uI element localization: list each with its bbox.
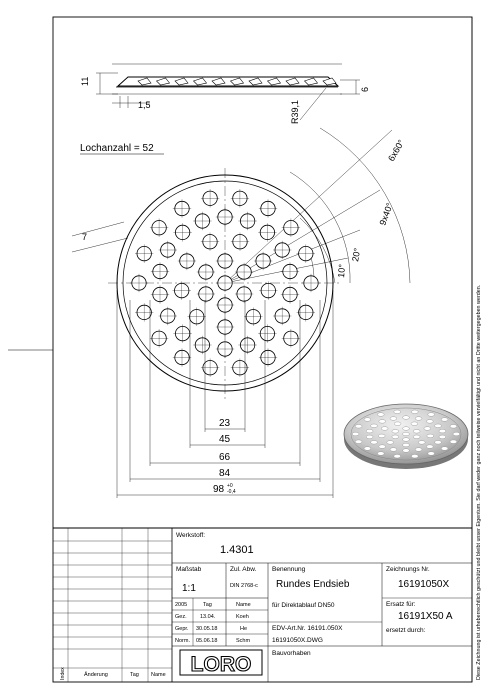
benennung-label: Benennung bbox=[272, 566, 306, 573]
aenderung-label: Änderung bbox=[84, 672, 108, 678]
render-hole bbox=[426, 420, 433, 424]
edv-art-nr: EDV-Art.Nr. 16191.050X bbox=[272, 625, 343, 632]
render-hole bbox=[394, 410, 401, 414]
massstab-label: Maßstab bbox=[176, 566, 202, 573]
render-hole bbox=[366, 435, 373, 439]
render-hole bbox=[403, 432, 410, 436]
dim-angle-6x60: 6x60° bbox=[386, 137, 407, 163]
dim-side-11: 11 bbox=[80, 76, 90, 86]
rev-name-label: Name bbox=[151, 672, 166, 678]
side-slot bbox=[305, 78, 318, 85]
render-hole bbox=[364, 418, 371, 422]
gez-name: Koeh bbox=[236, 614, 249, 620]
render-hole bbox=[390, 417, 397, 421]
side-slot bbox=[175, 78, 188, 85]
render-hole bbox=[415, 448, 422, 452]
dim-84: 84 bbox=[219, 468, 231, 479]
side-slot bbox=[194, 78, 207, 85]
render-hole bbox=[394, 454, 401, 458]
norm-label: Norm. bbox=[175, 638, 190, 644]
gepr-name: He bbox=[240, 626, 248, 632]
side-slot bbox=[138, 78, 151, 85]
dim-radius-r39-1: R39,1 bbox=[290, 99, 300, 124]
render-hole bbox=[453, 432, 460, 436]
ersatz-fuer-label: Ersatz für: bbox=[386, 601, 416, 608]
render-hole bbox=[435, 441, 442, 445]
dim-angle-9x40: 9x40° bbox=[377, 201, 395, 227]
werkstoff-label: Werkstoff: bbox=[176, 532, 206, 539]
render-hole bbox=[439, 429, 446, 433]
render-hole bbox=[411, 410, 418, 414]
gepr-label: Gepr. bbox=[175, 626, 189, 632]
render-hole bbox=[403, 416, 410, 420]
bauvorhaben-label: Bauvorhaben bbox=[272, 650, 311, 657]
render-hole bbox=[378, 434, 385, 438]
render-hole bbox=[394, 422, 401, 426]
year: 2005 bbox=[175, 602, 188, 608]
render-hole bbox=[413, 430, 420, 434]
render-hole bbox=[355, 440, 362, 444]
render-hole bbox=[392, 435, 399, 439]
zul-abw-label: Zul. Abw. bbox=[230, 566, 257, 573]
render-hole bbox=[381, 427, 388, 431]
render-hole bbox=[428, 452, 435, 456]
render-hole bbox=[435, 424, 442, 428]
render-hole bbox=[411, 454, 418, 458]
render-hole bbox=[371, 424, 378, 428]
render-hole bbox=[364, 447, 371, 451]
render-hole bbox=[441, 418, 448, 422]
benennung-sub: für Direktablauf DN50 bbox=[272, 602, 335, 609]
dim-angle-20: 20° bbox=[350, 247, 363, 263]
dim-98: 98 bbox=[213, 484, 225, 495]
plan-view bbox=[72, 128, 410, 400]
loro-logo-text: LORO bbox=[190, 653, 252, 676]
side-slot bbox=[268, 78, 281, 85]
render-hole bbox=[403, 438, 410, 442]
render-hole bbox=[366, 429, 373, 433]
render-hole bbox=[379, 445, 386, 449]
render-hole bbox=[441, 447, 448, 451]
side-slot bbox=[212, 78, 225, 85]
norm-tag: 05.06.18 bbox=[196, 638, 218, 644]
dim-45: 45 bbox=[219, 434, 231, 445]
side-profile-view bbox=[96, 64, 360, 120]
zul-abw-value: DIN 2768-c bbox=[230, 583, 258, 589]
side-slot bbox=[157, 78, 170, 85]
render-hole bbox=[411, 422, 418, 426]
render-hole bbox=[377, 452, 384, 456]
zeichnungs-nr-value: 16191050X bbox=[398, 579, 450, 590]
render-hole bbox=[352, 432, 359, 436]
benennung-value: Rundes Endsieb bbox=[276, 579, 350, 590]
render-hole bbox=[450, 425, 457, 429]
render-hole bbox=[426, 445, 433, 449]
render-hole bbox=[371, 441, 378, 445]
render-hole bbox=[413, 435, 420, 439]
render-hole bbox=[355, 425, 362, 429]
copyright-note: Diese Zeichnung ist urheberrechtlich geschützt und bleibt unser Eigentum. Sie darf weder ganz noch teilweise vervielfältigt und nicht an Dritte weitergegeben werden. bbox=[476, 284, 482, 680]
render-hole bbox=[415, 417, 422, 421]
render-hole bbox=[377, 413, 384, 417]
gez-tag: 13.04. bbox=[200, 614, 216, 620]
side-slot bbox=[286, 78, 299, 85]
render-hole bbox=[387, 441, 394, 445]
sieve-3d-render bbox=[344, 404, 468, 469]
rev-tag-label: Tag bbox=[130, 672, 139, 678]
side-slot bbox=[249, 78, 262, 85]
side-profile-slots bbox=[138, 78, 336, 85]
render-hole bbox=[403, 449, 410, 453]
side-slot bbox=[231, 78, 244, 85]
dim-66: 66 bbox=[219, 452, 231, 463]
render-hole bbox=[439, 435, 446, 439]
render-hole bbox=[428, 413, 435, 417]
gepr-tag: 30.05.18 bbox=[196, 626, 218, 632]
render-hole bbox=[418, 441, 425, 445]
dim-98-tol-upper: +0 bbox=[227, 483, 233, 489]
dim-hole-7: 7 bbox=[82, 232, 88, 242]
zeichnungs-nr-label: Zeichnungs Nr. bbox=[386, 566, 430, 573]
render-hole bbox=[427, 434, 434, 438]
render-hole bbox=[450, 440, 457, 444]
render-hole bbox=[403, 427, 410, 431]
render-hole bbox=[390, 448, 397, 452]
render-hole bbox=[424, 427, 431, 431]
index-label: Index bbox=[60, 667, 66, 680]
dim-angle-10: 10° bbox=[336, 263, 348, 279]
gez-label: Gez. bbox=[175, 614, 187, 620]
render-hole bbox=[403, 443, 410, 447]
dim-side-1-5: 1,5 bbox=[138, 100, 151, 110]
dim-23: 23 bbox=[219, 418, 231, 429]
werkstoff-value: 1.4301 bbox=[220, 544, 254, 556]
hole-count-label: Lochanzahl = 52 bbox=[80, 143, 154, 154]
dwg-file: 16191050X.DWG bbox=[272, 637, 323, 644]
render-hole bbox=[392, 430, 399, 434]
loro-logo bbox=[180, 650, 262, 676]
side-slot bbox=[323, 78, 336, 85]
render-hole bbox=[379, 420, 386, 424]
massstab-value: 1:1 bbox=[182, 583, 196, 594]
tag-column: Tag bbox=[203, 602, 212, 608]
dim-side-6: 6 bbox=[360, 86, 370, 92]
norm-name: Schm bbox=[236, 638, 251, 644]
name-column: Name bbox=[236, 602, 251, 608]
dim-98-tol-lower: -0,4 bbox=[227, 489, 236, 495]
ersatz-fuer-value: 16191X50 A bbox=[398, 611, 453, 622]
ersetzt-durch-label: ersetzt durch: bbox=[386, 627, 426, 634]
